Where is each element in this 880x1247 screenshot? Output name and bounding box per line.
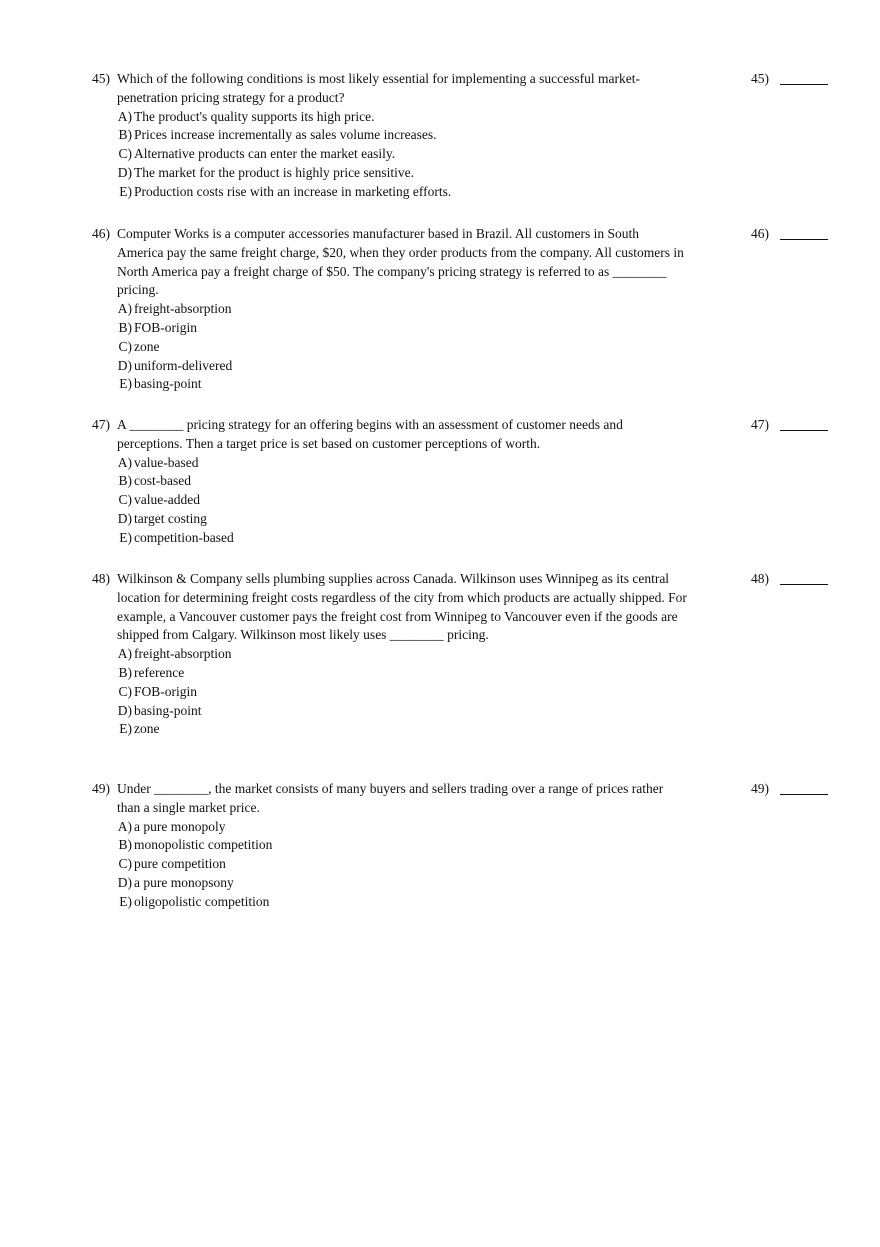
choice-d[interactable] (117, 357, 687, 376)
question-stem-text: Computer Works is a computer accessories manufacturer based in Brazil. All customers in South America pay the same freight charge, $20, when they order products from the company. All customers in North America pay a freight charge of $50. The company's pricing strategy is referred to as ________ pricing. (117, 226, 684, 298)
choice-letter: D) (117, 510, 132, 526)
question-stem-text: Wilkinson & Company sells plumbing supplies across Canada. Wilkinson uses Winnipeg as its central location for determining freight costs regardless of the city from which products are actually shipped. For example, a Vancouver customer pays the freight cost from Winnipeg to Vancouver even if the goods are shipped from Calgary. Wilkinson most likely uses ________ pricing. (117, 571, 687, 643)
question-49 (92, 780, 832, 915)
choice-c[interactable] (117, 338, 687, 357)
choice-c[interactable] (117, 491, 687, 510)
choice-a[interactable] (117, 818, 687, 837)
choice-letter: C) (118, 492, 132, 508)
choice-letter: C) (118, 338, 132, 354)
question-stem-text: Which of the following conditions is most likely essential for implementing a successful market-penetration pricing strategy for a product? (117, 71, 641, 105)
choice-letter: B) (118, 319, 132, 335)
question-stem (117, 570, 687, 739)
question-stem (117, 416, 687, 548)
choice-letter: E) (119, 529, 132, 545)
answer-label: 47) (751, 417, 769, 432)
question-stem (117, 70, 687, 202)
choice-list (117, 454, 687, 548)
choice-a[interactable] (117, 645, 687, 664)
choice-letter: A) (117, 108, 132, 124)
question-number: 48) (92, 571, 110, 586)
choice-letter: D) (117, 357, 132, 373)
choice-list (117, 300, 687, 394)
question-46 (92, 225, 832, 395)
choice-text: basing-point (134, 702, 202, 718)
question-stem (117, 225, 687, 394)
choice-text: zone (134, 721, 160, 737)
choice-c[interactable] (117, 145, 687, 164)
choice-b[interactable] (117, 664, 687, 683)
choice-b[interactable] (117, 126, 687, 145)
choice-e[interactable] (117, 375, 687, 394)
question-stem-text: Under ________, the market consists of many buyers and sellers trading over a range of prices rather than a single market price. (117, 781, 664, 815)
choice-letter: C) (118, 146, 132, 162)
choice-list (117, 645, 687, 739)
choice-d[interactable] (117, 510, 687, 529)
choice-text: uniform-delivered (134, 357, 233, 373)
choice-text: target costing (134, 510, 207, 526)
choice-text: freight-absorption (134, 301, 232, 317)
choice-letter: A) (117, 301, 132, 317)
choice-letter: E) (119, 893, 132, 909)
choice-text: FOB-origin (134, 683, 198, 699)
choice-letter: C) (118, 856, 132, 872)
choice-d[interactable] (117, 702, 687, 721)
choice-letter: B) (118, 664, 132, 680)
choice-letter: A) (117, 646, 132, 662)
choice-c[interactable] (117, 683, 687, 702)
question-stem (117, 780, 687, 912)
question-number: 49) (92, 781, 110, 796)
choice-text: reference (134, 664, 185, 680)
choice-text: value-based (134, 454, 199, 470)
answer-label: 49) (751, 781, 769, 796)
answer-label: 45) (751, 71, 769, 86)
answer-blank[interactable] (780, 84, 828, 85)
answer-blank[interactable] (780, 794, 828, 795)
choice-a[interactable] (117, 108, 687, 127)
choice-d[interactable] (117, 164, 687, 183)
choice-text: The product's quality supports its high price. (134, 108, 375, 124)
choice-letter: A) (117, 454, 132, 470)
question-number: 47) (92, 417, 110, 432)
choice-text: a pure monopsony (134, 874, 234, 890)
answer-blank[interactable] (780, 430, 828, 431)
question-stem-text: A ________ pricing strategy for an offering begins with an assessment of customer needs and perceptions. Then a target price is set based on customer perceptions of worth. (117, 417, 623, 451)
choice-list (117, 818, 687, 912)
choice-e[interactable] (117, 529, 687, 548)
choice-letter: B) (118, 127, 132, 143)
choice-letter: D) (117, 874, 132, 890)
answer-label: 46) (751, 226, 769, 241)
choice-text: Alternative products can enter the market easily. (134, 146, 396, 162)
answer-blank[interactable] (780, 239, 828, 240)
question-45 (92, 70, 832, 205)
question-number: 45) (92, 71, 110, 86)
choice-text: oligopolistic competition (134, 893, 270, 909)
choice-b[interactable] (117, 319, 687, 338)
question-number: 46) (92, 226, 110, 241)
choice-e[interactable] (117, 183, 687, 202)
choice-d[interactable] (117, 874, 687, 893)
question-48 (92, 570, 832, 760)
choice-text: competition-based (134, 529, 234, 545)
choice-list (117, 108, 687, 202)
choice-letter: A) (117, 818, 132, 834)
choice-letter: D) (117, 702, 132, 718)
choice-e[interactable] (117, 720, 687, 739)
choice-letter: D) (117, 164, 132, 180)
choice-letter: E) (119, 721, 132, 737)
choice-c[interactable] (117, 855, 687, 874)
choice-letter: B) (118, 837, 132, 853)
choice-letter: E) (119, 183, 132, 199)
choice-text: basing-point (134, 376, 202, 392)
choice-text: pure competition (134, 856, 226, 872)
choice-a[interactable] (117, 454, 687, 473)
choice-b[interactable] (117, 836, 687, 855)
choice-b[interactable] (117, 472, 687, 491)
choice-text: zone (134, 338, 160, 354)
answer-blank[interactable] (780, 584, 828, 585)
choice-text: The market for the product is highly price sensitive. (134, 164, 415, 180)
choice-letter: C) (118, 683, 132, 699)
answer-label: 48) (751, 571, 769, 586)
choice-text: cost-based (134, 473, 191, 489)
choice-text: FOB-origin (134, 319, 198, 335)
choice-text: freight-absorption (134, 646, 232, 662)
choice-text: Prices increase incrementally as sales volume increases. (134, 127, 437, 143)
choice-letter: B) (118, 473, 132, 489)
choice-a[interactable] (117, 300, 687, 319)
question-47 (92, 416, 832, 551)
choice-text: monopolistic competition (134, 837, 273, 853)
choice-text: a pure monopoly (134, 818, 226, 834)
choice-letter: E) (119, 376, 132, 392)
choice-text: Production costs rise with an increase in marketing efforts. (134, 183, 452, 199)
choice-e[interactable] (117, 893, 687, 912)
choice-text: value-added (134, 492, 200, 508)
